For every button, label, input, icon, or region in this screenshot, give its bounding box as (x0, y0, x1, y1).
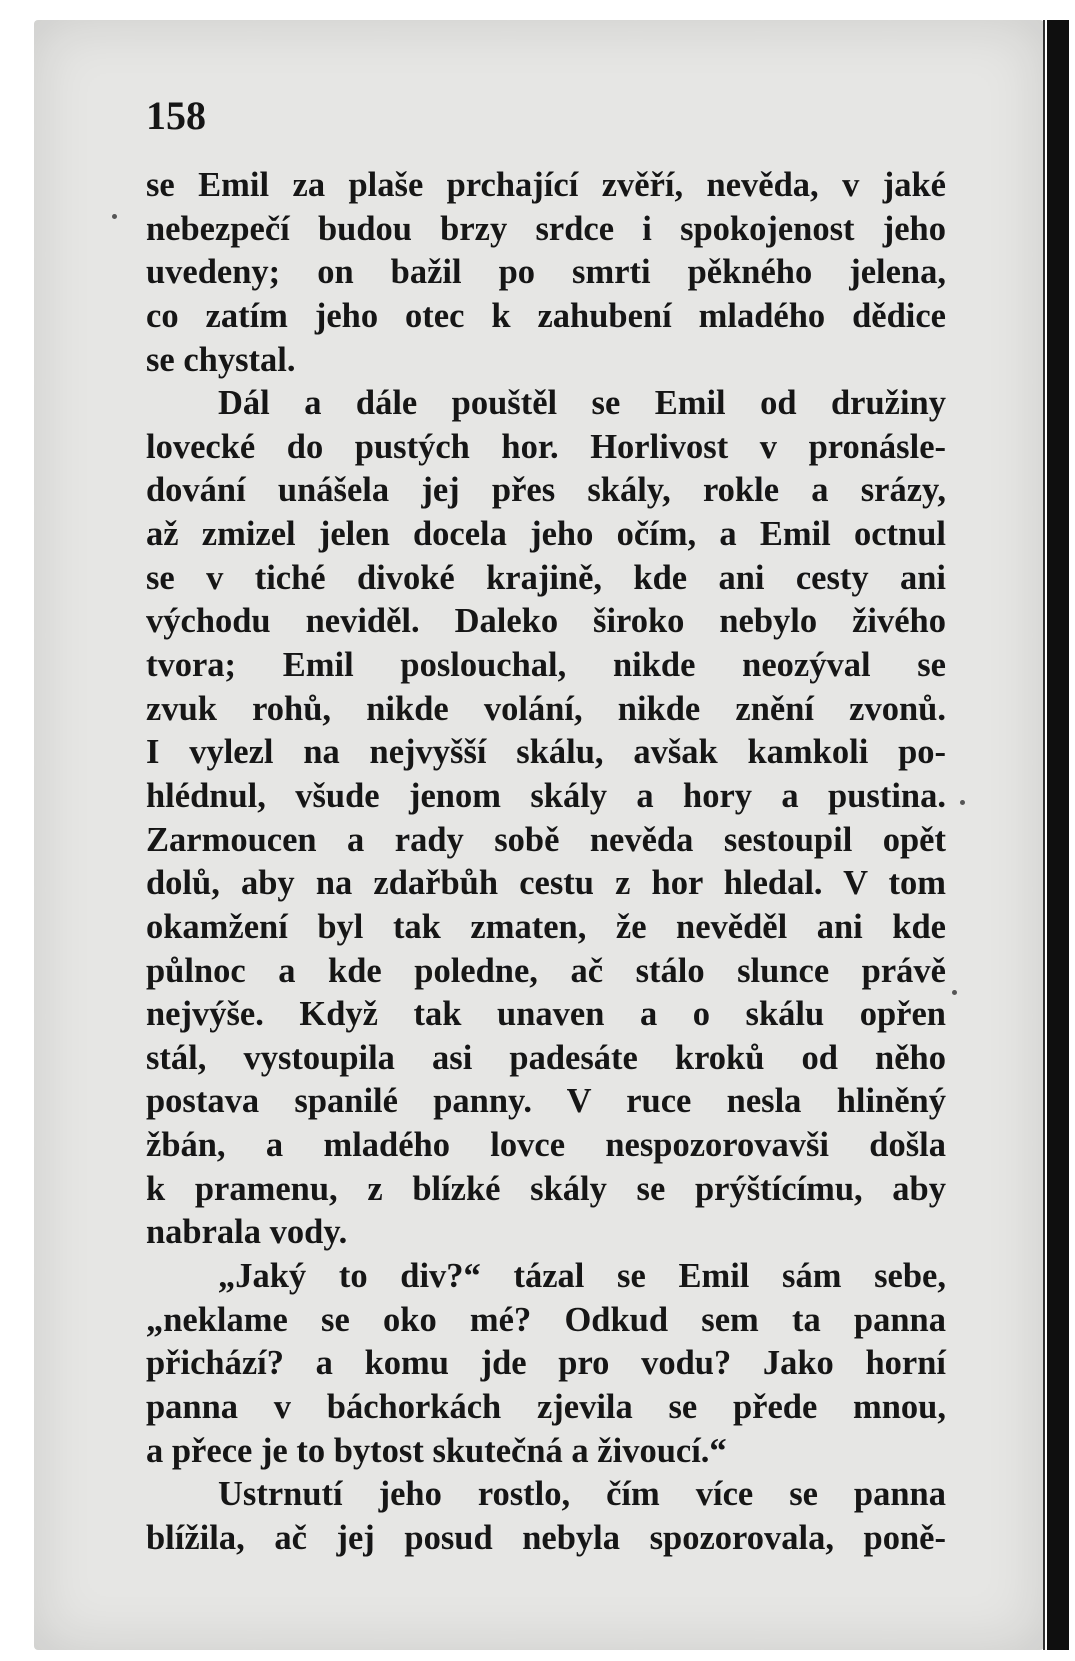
page-edge-line (1043, 20, 1045, 1650)
text-line: Ustrnutí jeho rostlo, čím více se panna (218, 1475, 946, 1514)
page-edge-shadow (1047, 20, 1069, 1650)
text-line: žbán, a mladého lovce nespozorovavši došla (146, 1126, 946, 1165)
text-line: východu neviděl. Daleko široko nebylo živého (146, 602, 946, 641)
text-line: nebezpečí budou brzy srdce i spokojenost jeho (146, 209, 946, 248)
text-line: co zatím jeho otec k zahubení mladého dědice (146, 296, 946, 335)
text-line: tvora; Emil poslouchal, nikde neozýval se (146, 646, 946, 685)
margin-speck (960, 800, 965, 805)
text-line: se Emil za plaše prchající zvěří, nevěda, v jaké (146, 166, 946, 204)
text-line: uvedeny; on bažil po smrti pěkného jelena, (146, 253, 946, 292)
text-line: půlnoc a kde poledne, ač stálo slunce právě (146, 951, 946, 990)
text-line: Zarmoucen a rady sobě nevěda sestoupil opět (146, 820, 946, 859)
text-line: zvuk rohů, nikde volání, nikde znění zvonů. (146, 689, 946, 728)
text-line: k pramenu, z blízké skály se prýštícímu, aby (146, 1169, 946, 1208)
text-line: „Jaký to div?“ tázal se Emil sám sebe, (218, 1257, 946, 1296)
text-line: „neklame se oko mé? Odkud sem ta panna (146, 1300, 946, 1339)
text-line: se v tiché divoké krajině, kde ani cesty ani (146, 558, 946, 597)
text-line: se chystal. (146, 340, 296, 379)
text-line: dolů, aby na zdařbůh cestu z hor hledal. V tom (146, 864, 946, 903)
text-line: přichází? a komu jde pro vodu? Jako horní (146, 1344, 946, 1383)
margin-speck (952, 990, 957, 995)
text-line: Dál a dále pouštěl se Emil od družiny (218, 384, 946, 423)
text-line: okamžení byl tak zmaten, že nevěděl ani kde (146, 907, 946, 946)
margin-speck (112, 214, 117, 219)
text-line: dování unášela jej přes skály, rokle a srázy, (146, 471, 946, 510)
body-text (146, 164, 946, 1561)
text-line: nabrala vody. (146, 1213, 348, 1252)
text-line: až zmizel jelen docela jeho očím, a Emil octnul (146, 515, 946, 554)
text-line: panna v báchorkách zjevila se přede mnou, (146, 1387, 946, 1426)
text-line: blížila, ač jej posud nebyla spozorovala, poně- (146, 1518, 946, 1557)
text-line: nejvýše. Když tak unaven a o skálu opřen (146, 995, 946, 1034)
text-line: stál, vystoupila asi padesáte kroků od něho (146, 1038, 946, 1077)
text-line: I vylezl na nejvyšší skálu, avšak kamkoli po- (146, 733, 946, 772)
text-line: hlédnul, všude jenom skály a hory a pustina. (146, 776, 946, 815)
text-line: postava spanilé panny. V ruce nesla hliněný (146, 1082, 946, 1121)
text-line: a přece je to bytost skutečná a živoucí.“ (146, 1431, 727, 1470)
page-number: 158 (146, 93, 206, 138)
text-line: lovecké do pustých hor. Horlivost v pronásle- (146, 427, 946, 466)
